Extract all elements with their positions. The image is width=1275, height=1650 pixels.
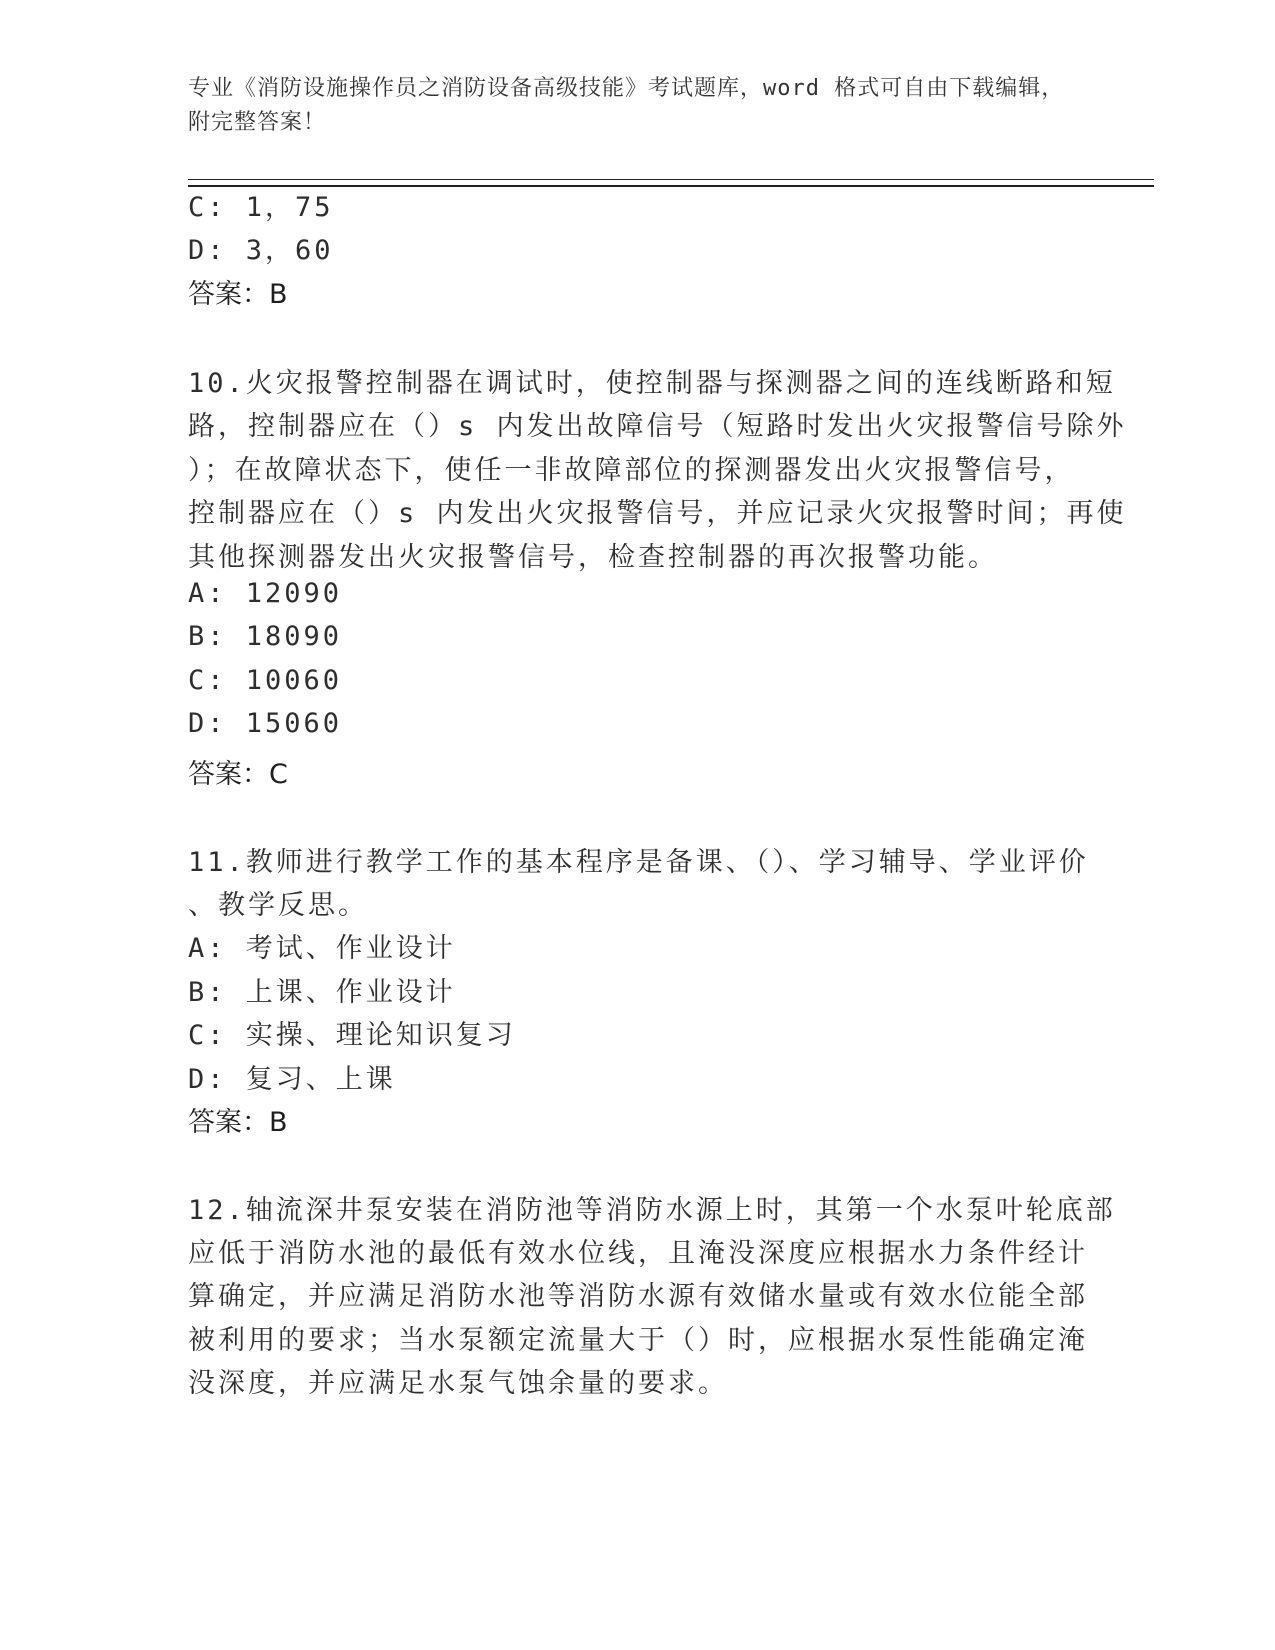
option-c: C: 1，75: [188, 192, 334, 223]
option-b: B: 上课、作业设计: [188, 977, 456, 1008]
question-12-line: 被利用的要求；当水泵额定流量大于（）时，应根据水泵性能确定淹: [188, 1325, 1088, 1356]
question-10-line: 路，控制器应在（）s 内发出故障信号（短路时发出火灾报警信号除外: [188, 411, 1127, 442]
question-10-line: 10.火灾报警控制器在调试时，使控制器与探测器之间的连线断路和短: [188, 368, 1116, 399]
question-10-line: 控制器应在（）s 内发出火灾报警信号，并应记录火灾报警时间；再使: [188, 498, 1127, 529]
question-12-line: 应低于消防水池的最低有效水位线，且淹没深度应根据水力条件经计: [188, 1238, 1088, 1269]
option-c: C: 实操、理论知识复习: [188, 1020, 516, 1051]
document-header: 专业《消防设施操作员之消防设备高级技能》考试题库，word 格式可自由下载编辑，附完整答案！: [188, 76, 1065, 135]
option-d: D: 15060: [188, 708, 343, 739]
option-d: D: 复习、上课: [188, 1064, 396, 1095]
answer-label: 答案：C: [188, 759, 288, 790]
option-a: A: 考试、作业设计: [188, 933, 456, 964]
question-12-line: 算确定，并应满足消防水池等消防水源有效储水量或有效水位能全部: [188, 1281, 1088, 1312]
option-c: C: 10060: [188, 665, 343, 696]
answer-label: 答案：B: [188, 1107, 288, 1138]
question-12-line: 没深度，并应满足水泵气蚀余量的要求。: [188, 1368, 728, 1399]
answer-label: 答案：B: [188, 279, 288, 310]
question-11-line: 11.教师进行教学工作的基本程序是备课、（）、学习辅导、学业评价: [188, 847, 1089, 878]
option-d: D: 3，60: [188, 235, 334, 266]
option-b: B: 18090: [188, 621, 343, 652]
question-11-line: 、教学反思。: [188, 890, 368, 921]
question-12-line: 12.轴流深井泵安装在消防池等消防水源上时，其第一个水泵叶轮底部: [188, 1195, 1116, 1226]
question-10-line: 其他探测器发出火灾报警信号，检查控制器的再次报警功能。: [188, 542, 998, 573]
option-a: A: 12090: [188, 578, 343, 609]
question-10-line: ）；在故障状态下，使任一非故障部位的探测器发出火灾报警信号，: [188, 455, 1075, 486]
